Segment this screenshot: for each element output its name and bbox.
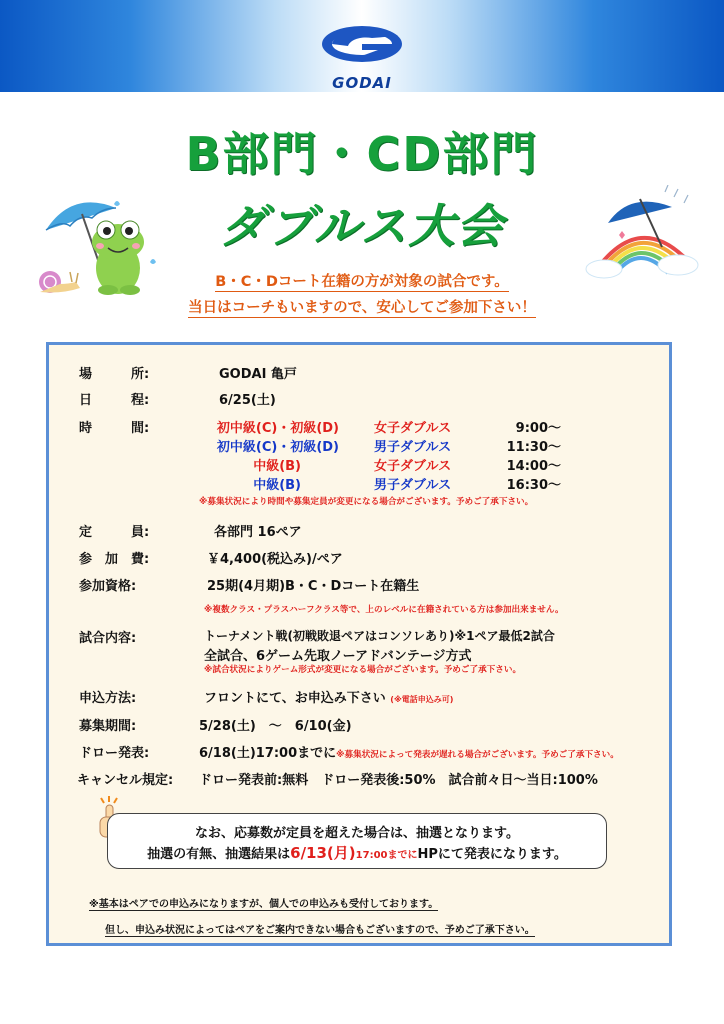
- format-value1: トーナメント戦(初戦敗退ペアはコンソレあり)※1ペア最低2試合: [204, 629, 555, 643]
- draw-label: ドロー発表:: [79, 746, 150, 761]
- logo-text: GODAI: [332, 74, 392, 92]
- venue-label: 場 所:: [79, 367, 150, 382]
- schedule-time: 14:00～: [506, 459, 561, 474]
- draw-note: ※募集状況によって発表が遅れる場合がございます。予めご了承下さい。: [336, 750, 619, 760]
- date-value: 6/25(土): [219, 393, 276, 408]
- announcement-date: 6/13(月): [290, 844, 356, 862]
- schedule-time: 16:30～: [506, 478, 561, 493]
- time-note: ※募集状況により時間や募集定員が変更になる場合がございます。予めご了承下さい。: [199, 497, 534, 507]
- schedule-event: 女子ダブルス: [374, 421, 452, 436]
- format-label: 試合内容:: [79, 631, 137, 646]
- eligibility-value: 25期(4月期)B・C・Dコート在籍生: [207, 579, 420, 594]
- eligibility-label: 参加資格:: [79, 579, 137, 594]
- subtitle-line1: B・C・Dコート在籍の方が対象の試合です。: [215, 274, 509, 290]
- apply-value: フロントにて、お申込み下さい: [204, 691, 386, 706]
- venue-value: GODAI 亀戸: [219, 367, 297, 382]
- schedule-event: 女子ダブルス: [374, 459, 452, 474]
- schedule-time: 9:00～: [515, 421, 561, 436]
- apply-label: 申込方法:: [79, 691, 137, 706]
- lottery-notice-line1: なお、応募数が定員を超えた場合は、抽選となります。: [195, 826, 519, 841]
- capacity-value: 各部門 16ペア: [214, 525, 302, 540]
- schedule-level: 初中級(C)・初級(D): [216, 440, 339, 455]
- apply-note: (※電話申込み可): [390, 695, 454, 704]
- footnote-line2: 但し、申込み状況によってはペアをご案内できない場合もございますので、予めご了承下さい。: [105, 925, 535, 936]
- schedule-level: 初中級(C)・初級(D): [216, 421, 339, 436]
- schedule-event: 男子ダブルス: [374, 440, 452, 455]
- draw-value: 6/18(土)17:00までに: [199, 746, 337, 761]
- format-note: ※試合状況によりゲーム形式が変更になる場合がございます。予めご了承下さい。: [204, 665, 522, 675]
- fee-label: 参 加 費:: [79, 552, 150, 567]
- cancel-value: ドロー発表前:無料 ドロー発表後:50% 試合前々日～当日:100%: [199, 773, 598, 788]
- event-details-panel: [46, 342, 672, 946]
- period-label: 募集期間:: [79, 719, 137, 734]
- cancel-label: キャンセル規定:: [77, 773, 174, 788]
- lottery-notice-line2: 抽選の有無、抽選結果は6/13(月)17:00までにHPにて発表になります。: [147, 844, 567, 862]
- format-value2: 全試合、6ゲーム先取ノーアドバンテージ方式: [204, 649, 472, 664]
- schedule-time: 11:30～: [506, 440, 561, 455]
- eligibility-note: ※複数クラス・プラスハーフクラス等で、上のレベルに在籍されている方は参加出来ません。: [204, 605, 564, 615]
- fee-value: ￥4,400(税込み)/ペア: [207, 552, 343, 567]
- schedule-level: 中級(B): [253, 459, 301, 474]
- footnote-line1: ※基本はペアでの申込みになりますが、個人での申込みも受付しております。: [89, 899, 439, 910]
- schedule-event: 男子ダブルス: [374, 478, 452, 493]
- godai-logo: [312, 14, 412, 90]
- title-line2: ダブルス大会: [219, 199, 505, 253]
- schedule-level: 中級(B): [253, 478, 301, 493]
- capacity-label: 定 員:: [79, 525, 150, 540]
- period-value: 5/28(土) ～ 6/10(金): [199, 719, 352, 734]
- lottery-notice-box: [107, 813, 607, 869]
- frog-umbrella-illustration: [32, 190, 162, 300]
- rainbow-umbrella-illustration: [580, 185, 700, 280]
- title-line1: B部門・CD部門: [185, 127, 539, 181]
- subtitle-line2: 当日はコーチもいますので、安心してご参加下さい！: [188, 300, 536, 316]
- announcement-time: 17:00までに: [355, 850, 418, 861]
- time-label: 時 間:: [79, 421, 150, 436]
- date-label: 日 程:: [79, 393, 150, 408]
